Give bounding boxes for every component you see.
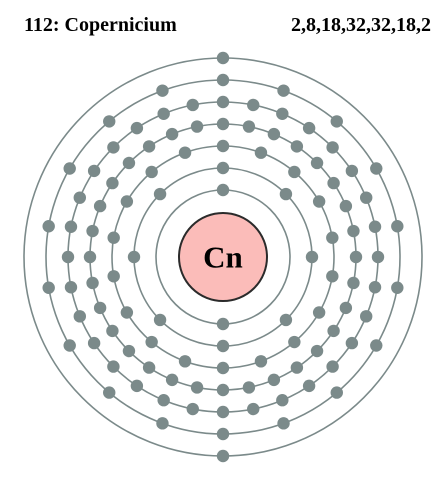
electron xyxy=(154,314,166,326)
electron xyxy=(74,191,86,203)
electron xyxy=(217,406,229,418)
electron xyxy=(84,251,96,263)
electron xyxy=(166,374,178,386)
electron xyxy=(247,99,259,111)
element-symbol: Cn xyxy=(203,239,243,275)
electron xyxy=(350,251,362,263)
electron xyxy=(88,337,100,349)
electron xyxy=(156,84,168,96)
electron xyxy=(143,140,155,152)
electron xyxy=(280,188,292,200)
electron xyxy=(217,96,229,108)
electron xyxy=(369,221,381,233)
electron xyxy=(303,380,315,392)
electron xyxy=(288,166,300,178)
electron xyxy=(103,386,115,398)
electron xyxy=(65,281,77,293)
electron xyxy=(327,325,339,337)
electron xyxy=(107,270,119,282)
electron xyxy=(166,128,178,140)
electron xyxy=(86,225,98,237)
electron xyxy=(217,52,229,64)
electron xyxy=(370,162,382,174)
electron xyxy=(128,251,140,263)
electron xyxy=(86,277,98,289)
electron xyxy=(217,118,229,130)
electron xyxy=(360,310,372,322)
electron-configuration: 2,8,18,32,32,18,2 xyxy=(291,14,431,36)
electron xyxy=(42,282,54,294)
electron xyxy=(64,339,76,351)
electron xyxy=(131,122,143,134)
electron xyxy=(391,282,403,294)
electron xyxy=(62,251,74,263)
electron xyxy=(65,221,77,233)
electron xyxy=(103,115,115,127)
electron xyxy=(243,120,255,132)
electron xyxy=(131,380,143,392)
electron xyxy=(179,146,191,158)
electron xyxy=(187,403,199,415)
electron xyxy=(391,220,403,232)
electron xyxy=(107,141,119,153)
electron xyxy=(154,188,166,200)
electron xyxy=(311,345,323,357)
electron xyxy=(331,386,343,398)
electron xyxy=(255,146,267,158)
electron xyxy=(217,362,229,374)
electron xyxy=(340,302,352,314)
electron xyxy=(276,394,288,406)
electron xyxy=(179,355,191,367)
electron xyxy=(106,177,118,189)
electron xyxy=(306,251,318,263)
electron xyxy=(191,120,203,132)
electron xyxy=(346,337,358,349)
element-title: 112: Copernicium xyxy=(24,14,177,36)
electron xyxy=(217,318,229,330)
electron xyxy=(313,306,325,318)
electron xyxy=(268,374,280,386)
electron xyxy=(106,325,118,337)
electron xyxy=(326,232,338,244)
electron xyxy=(157,108,169,120)
electron xyxy=(303,122,315,134)
electron xyxy=(346,165,358,177)
electron xyxy=(156,417,168,429)
electron xyxy=(327,177,339,189)
electron xyxy=(64,162,76,174)
electron xyxy=(107,360,119,372)
electron xyxy=(145,166,157,178)
electron xyxy=(277,417,289,429)
electron xyxy=(94,302,106,314)
electron xyxy=(145,336,157,348)
electron xyxy=(326,141,338,153)
nucleus xyxy=(179,213,267,301)
electron xyxy=(94,200,106,212)
electron xyxy=(88,165,100,177)
electron xyxy=(291,140,303,152)
electron xyxy=(277,84,289,96)
electron xyxy=(370,339,382,351)
electron xyxy=(123,157,135,169)
electron xyxy=(191,381,203,393)
electron xyxy=(326,270,338,282)
electron xyxy=(217,450,229,462)
electron xyxy=(288,336,300,348)
electron xyxy=(217,140,229,152)
electron xyxy=(121,195,133,207)
electron xyxy=(313,195,325,207)
electron xyxy=(255,355,267,367)
electron xyxy=(107,232,119,244)
electron xyxy=(331,115,343,127)
electron xyxy=(369,281,381,293)
electron xyxy=(217,162,229,174)
electron xyxy=(347,277,359,289)
electron xyxy=(311,157,323,169)
electron xyxy=(340,200,352,212)
electron xyxy=(247,403,259,415)
electron xyxy=(42,220,54,232)
electron xyxy=(276,108,288,120)
electron xyxy=(243,381,255,393)
electron xyxy=(74,310,86,322)
electron xyxy=(347,225,359,237)
electron xyxy=(217,74,229,86)
electron xyxy=(121,306,133,318)
electron xyxy=(157,394,169,406)
electron xyxy=(268,128,280,140)
electron xyxy=(217,428,229,440)
electron xyxy=(360,191,372,203)
electron xyxy=(217,384,229,396)
electron xyxy=(143,361,155,373)
electron xyxy=(123,345,135,357)
electron xyxy=(280,314,292,326)
electron xyxy=(291,361,303,373)
electron xyxy=(217,184,229,196)
electron xyxy=(217,340,229,352)
electron xyxy=(372,251,384,263)
electron xyxy=(326,360,338,372)
electron xyxy=(187,99,199,111)
